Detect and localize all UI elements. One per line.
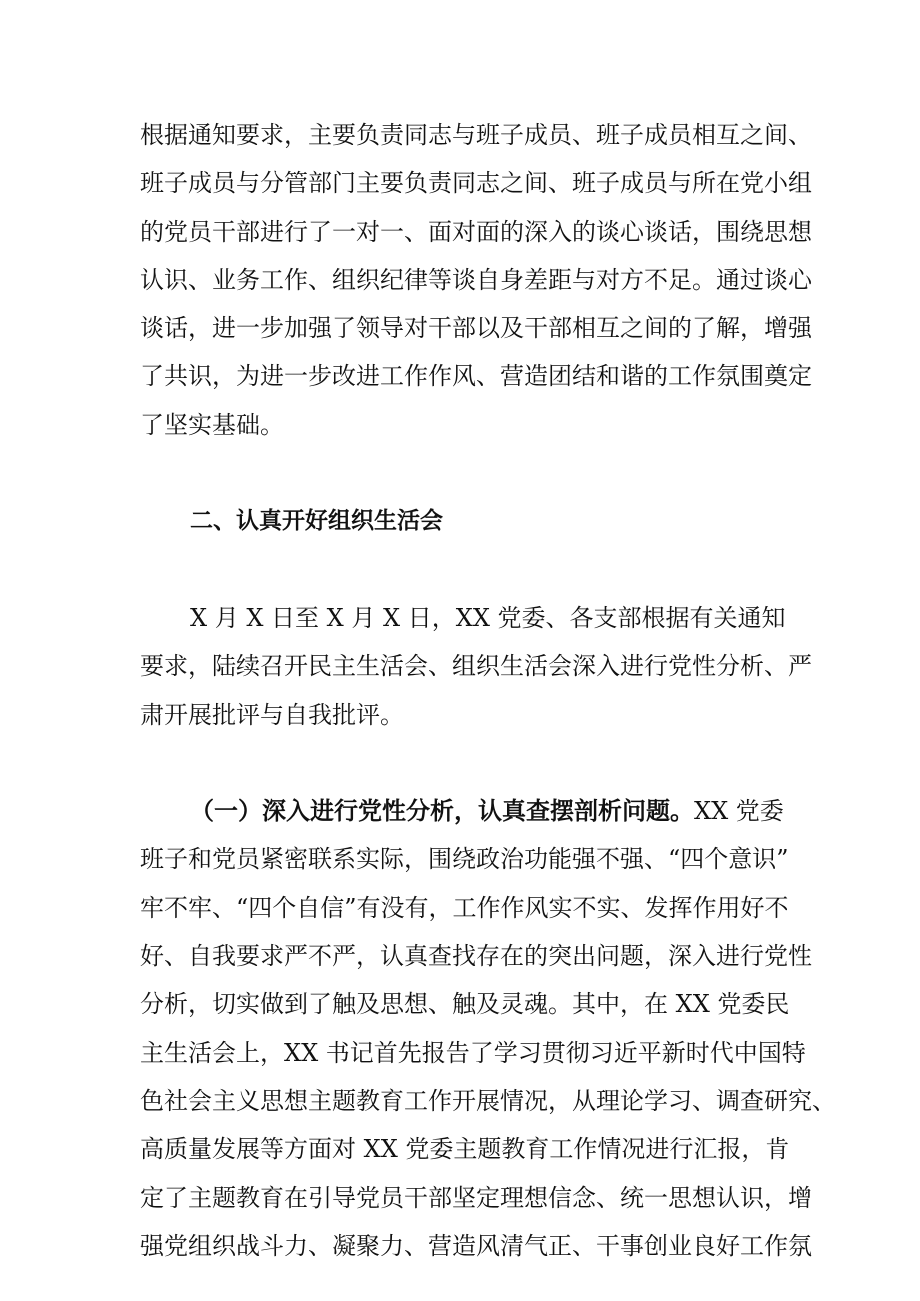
text-line: 牢不牢、“四个自信”有没有，工作作风实不实、发挥作用好不 [140,893,789,922]
text-line: 班子和党员紧密联系实际，围绕政治功能强不强、“四个意识” [140,845,789,874]
text-line: 定了主题教育在引导党员干部坚定理想信念、统一思想认识，增 [140,1183,812,1212]
paragraph-spacer [140,546,780,594]
text-line [140,787,784,835]
text-line: X 月 X 日至 X 月 X 日，XX 党委、各支部根据有关通知 [190,603,786,632]
paragraph-talks [140,111,812,449]
text-line: 色社会主义思想主题教育工作开展情况，从理论学习、调查研究、 [140,1086,836,1115]
text-line: 班子成员与分管部门主要负责同志之间、班子成员与所在党小组 [140,169,812,198]
lead-rest-text: XX 党委 [694,797,784,826]
text-line: 谈话，进一步加强了领导对干部以及干部相互之间的了解，增强 [140,314,812,343]
paragraph-spacer [140,449,780,497]
paragraph-spacer [140,739,780,787]
paragraph-party-analysis [140,787,836,1270]
text-line: 分析，切实做到了触及思想、触及灵魂。其中，在 XX 党委民 [140,990,790,1019]
document-body [140,111,836,1270]
text-line: 强党组织战斗力、凝聚力、营造风清气正、干事创业良好工作氛 [140,1231,812,1260]
text-line: 根据通知要求，主要负责同志与班子成员、班子成员相互之间、 [140,121,812,149]
text-line: 要求，陆续召开民主生活会、组织生活会深入进行党性分析、严 [140,652,812,681]
bold-lead-text: （一）深入进行党性分析，认真查摆剖析问题。 [190,796,694,826]
text-line: 的党员干部进行了一对一、面对面的深入的谈心谈话，围绕思想 [140,217,812,246]
text-line: 认识、业务工作、组织纪律等谈自身差距与对方不足。通过谈心 [140,265,812,294]
text-line: 主生活会上，XX 书记首先报告了学习贯彻习近平新时代中国特 [140,1038,806,1067]
text-line: 肃开展批评与自我批评。 [140,700,404,729]
section-heading: 二、认真开好组织生活会 [190,508,443,535]
text-line: 好、自我要求严不严，认真查找存在的突出问题，深入进行党性 [140,942,812,971]
paragraph-meetings [140,594,812,739]
text-line: 高质量发展等方面对 XX 党委主题教育工作情况进行汇报，肯 [140,1135,790,1164]
text-line: 了共识，为进一步改进工作作风、营造团结和谐的工作氛围奠定 [140,362,812,391]
text-line: 了坚实基础。 [140,410,284,439]
